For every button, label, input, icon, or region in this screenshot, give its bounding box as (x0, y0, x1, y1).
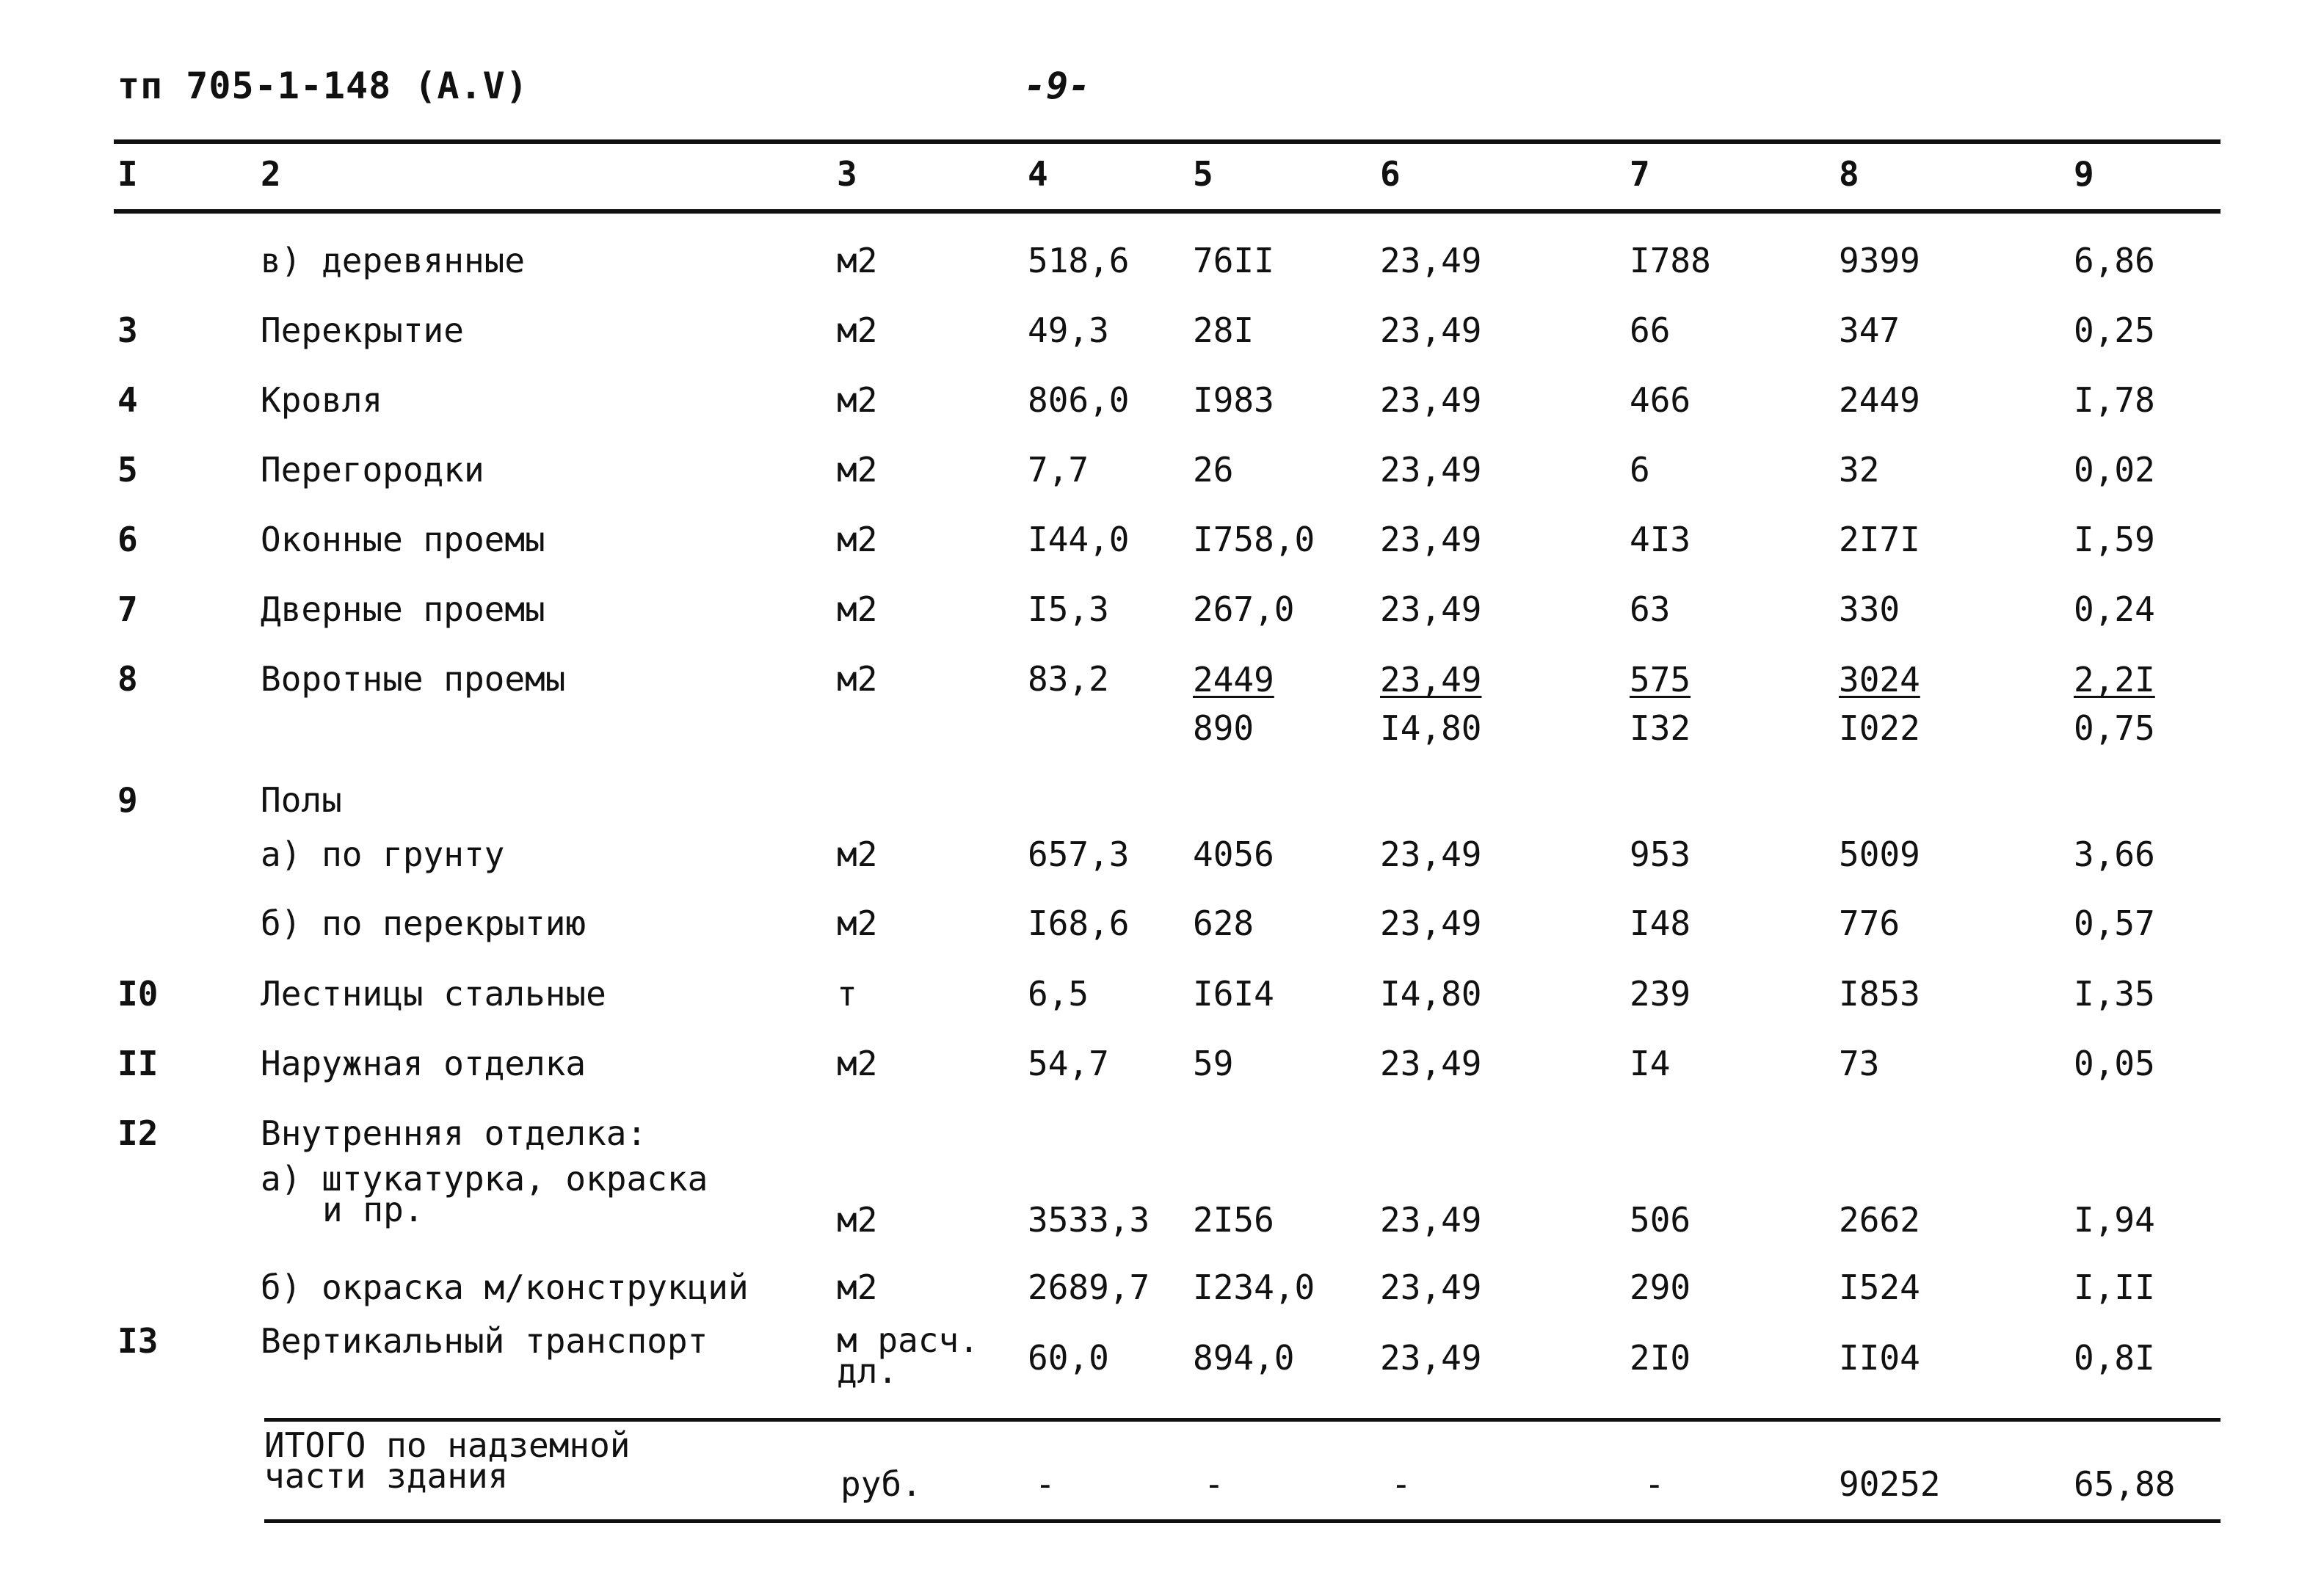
row-col4: I44,0 (1028, 520, 1130, 559)
row-col4: 2689,7 (1028, 1268, 1150, 1307)
row-col6-stack (1380, 655, 1481, 752)
row-col9-lower: 0,75 (2074, 708, 2155, 748)
column-header-7: 7 (1630, 154, 1650, 194)
row-col4: I68,6 (1028, 903, 1130, 943)
row-col5: I234,0 (1193, 1268, 1315, 1307)
column-header-6: 6 (1380, 154, 1401, 194)
row-col4: I5,3 (1028, 589, 1109, 629)
column-header-8: 8 (1839, 154, 1859, 194)
row-col9: 0,8I (2074, 1338, 2155, 1378)
row-col6-lower: I4,80 (1380, 708, 1482, 748)
row-col9: I,94 (2074, 1200, 2155, 1240)
row-unit: м2 (837, 659, 878, 699)
row-unit: м расч. (837, 1320, 979, 1360)
row-col6: 23,49 (1380, 1044, 1482, 1083)
row-col5: 628 (1193, 903, 1254, 943)
table-top-rule (114, 139, 2220, 144)
column-header-1: I (117, 154, 138, 194)
table-bottom-rule (264, 1519, 2220, 1523)
row-col5-upper: 2449 (1193, 660, 1274, 699)
row-col5: 26 (1193, 450, 1234, 490)
total-label: ИТОГО по надземной (264, 1425, 631, 1465)
row-col4: 806,0 (1028, 380, 1130, 420)
row-col7: 66 (1630, 310, 1671, 350)
row-col8-lower: I022 (1839, 708, 1920, 748)
row-col9: 0,05 (2074, 1044, 2155, 1083)
row-col4: 3533,3 (1028, 1200, 1150, 1240)
row-name: б) по перекрытию (261, 903, 587, 943)
row-col4: 657,3 (1028, 835, 1130, 874)
row-col8: I853 (1839, 974, 1920, 1014)
total-label-multiline (264, 1425, 631, 1496)
row-col4: 7,7 (1028, 450, 1089, 490)
total-col7: - (1644, 1464, 1665, 1504)
row-col8: I524 (1839, 1268, 1920, 1307)
row-col6: 23,49 (1380, 835, 1482, 874)
row-name-continuation: и пр. (322, 1190, 424, 1229)
row-unit: м2 (837, 241, 878, 280)
row-col5: 4056 (1193, 835, 1274, 874)
row-col9: 3,66 (2074, 835, 2155, 874)
total-unit: руб. (840, 1464, 922, 1504)
row-col8-stack (1839, 655, 1920, 752)
row-col4: 49,3 (1028, 310, 1109, 350)
total-label-continuation: части здания (264, 1456, 509, 1496)
row-name: Внутренняя отделка: (261, 1113, 647, 1153)
row-name: а) по грунту (261, 835, 505, 874)
row-name: Полы (261, 780, 342, 820)
row-name: а) штукатурка, окраска (261, 1159, 708, 1199)
row-number: I2 (117, 1113, 159, 1153)
row-col9-stack (2074, 655, 2155, 752)
total-top-rule (264, 1418, 2220, 1422)
total-col4: - (1035, 1464, 1056, 1504)
row-col5: 59 (1193, 1044, 1234, 1083)
row-name: Воротные проемы (261, 659, 566, 699)
row-col6: 23,49 (1380, 1338, 1482, 1378)
row-col8-upper: 3024 (1839, 660, 1920, 699)
row-unit: м2 (837, 450, 878, 490)
row-col8: II04 (1839, 1338, 1920, 1378)
row-name: Оконные проемы (261, 520, 545, 559)
row-number: 9 (117, 780, 138, 820)
row-name: Наружная отделка (261, 1044, 587, 1083)
row-col6-upper: 23,49 (1380, 660, 1482, 699)
row-name: Перегородки (261, 450, 484, 490)
row-unit: м2 (837, 1268, 878, 1307)
header-bottom-rule (114, 209, 2220, 214)
row-col9: 0,24 (2074, 589, 2155, 629)
row-name: Вертикальный транспорт (261, 1321, 708, 1361)
row-col6: I4,80 (1380, 974, 1482, 1014)
row-col8: 2662 (1839, 1200, 1920, 1240)
row-number: 8 (117, 659, 138, 699)
row-col8: 776 (1839, 903, 1900, 943)
row-name: в) деревянные (261, 241, 526, 280)
row-number: I3 (117, 1321, 159, 1361)
row-unit: м2 (837, 903, 878, 943)
row-col9: 0,02 (2074, 450, 2155, 490)
row-col6: 23,49 (1380, 380, 1482, 420)
row-col4: 83,2 (1028, 659, 1109, 699)
row-col6: 23,49 (1380, 589, 1482, 629)
row-col5: 267,0 (1193, 589, 1295, 629)
row-col8: 2449 (1839, 380, 1920, 420)
row-col7: 466 (1630, 380, 1691, 420)
total-col6: - (1391, 1464, 1412, 1504)
row-col4: 518,6 (1028, 241, 1130, 280)
row-unit: м2 (837, 380, 878, 420)
row-col5: 894,0 (1193, 1338, 1295, 1378)
row-number: II (117, 1044, 159, 1083)
row-col5: I6I4 (1193, 974, 1274, 1014)
row-col7: 63 (1630, 589, 1671, 629)
row-col8: 347 (1839, 310, 1900, 350)
row-name: Перекрытие (261, 310, 464, 350)
row-col9: 0,57 (2074, 903, 2155, 943)
row-col5: I983 (1193, 380, 1274, 420)
row-number: 3 (117, 310, 138, 350)
row-col4: 60,0 (1028, 1338, 1109, 1378)
row-col4: 54,7 (1028, 1044, 1109, 1083)
row-col8: 5009 (1839, 835, 1920, 874)
row-col8: 73 (1839, 1044, 1880, 1083)
row-col5: 28I (1193, 310, 1254, 350)
row-number: 4 (117, 380, 138, 420)
row-col5: I758,0 (1193, 520, 1315, 559)
row-col6: 23,49 (1380, 450, 1482, 490)
row-col6: 23,49 (1380, 903, 1482, 943)
row-col7: 290 (1630, 1268, 1691, 1307)
row-col7: I48 (1630, 903, 1691, 943)
row-name: Лестницы стальные (261, 974, 606, 1014)
row-col6: 23,49 (1380, 310, 1482, 350)
row-col7: 239 (1630, 974, 1691, 1014)
row-number: I0 (117, 974, 159, 1014)
total-col9: 65,88 (2074, 1464, 2176, 1504)
row-col9: I,78 (2074, 380, 2155, 420)
row-col4: 6,5 (1028, 974, 1089, 1014)
row-col5: 2I56 (1193, 1200, 1274, 1240)
row-col5-lower: 890 (1193, 708, 1254, 748)
row-col9: I,II (2074, 1268, 2155, 1307)
row-name-multiline (261, 1159, 708, 1229)
row-unit-multiline (837, 1320, 979, 1391)
row-col7: I4 (1630, 1044, 1671, 1083)
row-name: Кровля (261, 380, 383, 420)
row-col9-upper: 2,2I (2074, 660, 2155, 699)
row-col7: 506 (1630, 1200, 1691, 1240)
row-unit: м2 (837, 835, 878, 874)
row-unit: м2 (837, 1200, 878, 1240)
row-unit-continuation: дл. (837, 1351, 898, 1391)
row-number: 6 (117, 520, 138, 559)
row-number: 5 (117, 450, 138, 490)
row-col7: 2I0 (1630, 1338, 1691, 1378)
row-col6: 23,49 (1380, 1200, 1482, 1240)
row-col7: 953 (1630, 835, 1691, 874)
row-unit: м2 (837, 1044, 878, 1083)
row-unit: м2 (837, 310, 878, 350)
row-col7-stack (1630, 655, 1691, 752)
row-col7: 6 (1630, 450, 1650, 490)
row-col8: 9399 (1839, 241, 1920, 280)
row-name: Дверные проемы (261, 589, 545, 629)
row-col8: 330 (1839, 589, 1900, 629)
row-col6: 23,49 (1380, 520, 1482, 559)
row-col8: 2I7I (1839, 520, 1920, 559)
column-header-4: 4 (1028, 154, 1048, 194)
row-name: б) окраска м/конструкций (261, 1268, 749, 1307)
row-col6: 23,49 (1380, 241, 1482, 280)
page-number: -9- (1024, 65, 1091, 107)
total-col5: - (1204, 1464, 1224, 1504)
row-col5: 76II (1193, 241, 1274, 280)
column-header-5: 5 (1193, 154, 1213, 194)
row-unit: т (837, 974, 857, 1014)
document-code: тп 705-1-148 (A.V) (117, 65, 529, 107)
row-col9: 0,25 (2074, 310, 2155, 350)
row-col7-upper: 575 (1630, 660, 1691, 699)
row-col7: I788 (1630, 241, 1711, 280)
row-col9: I,59 (2074, 520, 2155, 559)
row-col8: 32 (1839, 450, 1880, 490)
row-number: 7 (117, 589, 138, 629)
row-col9: I,35 (2074, 974, 2155, 1014)
row-col5-stack (1193, 655, 1274, 752)
total-col8: 90252 (1839, 1464, 1941, 1504)
row-col7: 4I3 (1630, 520, 1691, 559)
column-header-3: 3 (837, 154, 857, 194)
row-col9: 6,86 (2074, 241, 2155, 280)
row-col7-lower: I32 (1630, 708, 1691, 748)
row-col6: 23,49 (1380, 1268, 1482, 1307)
column-header-2: 2 (261, 154, 281, 194)
row-unit: м2 (837, 589, 878, 629)
row-unit: м2 (837, 520, 878, 559)
column-header-9: 9 (2074, 154, 2094, 194)
